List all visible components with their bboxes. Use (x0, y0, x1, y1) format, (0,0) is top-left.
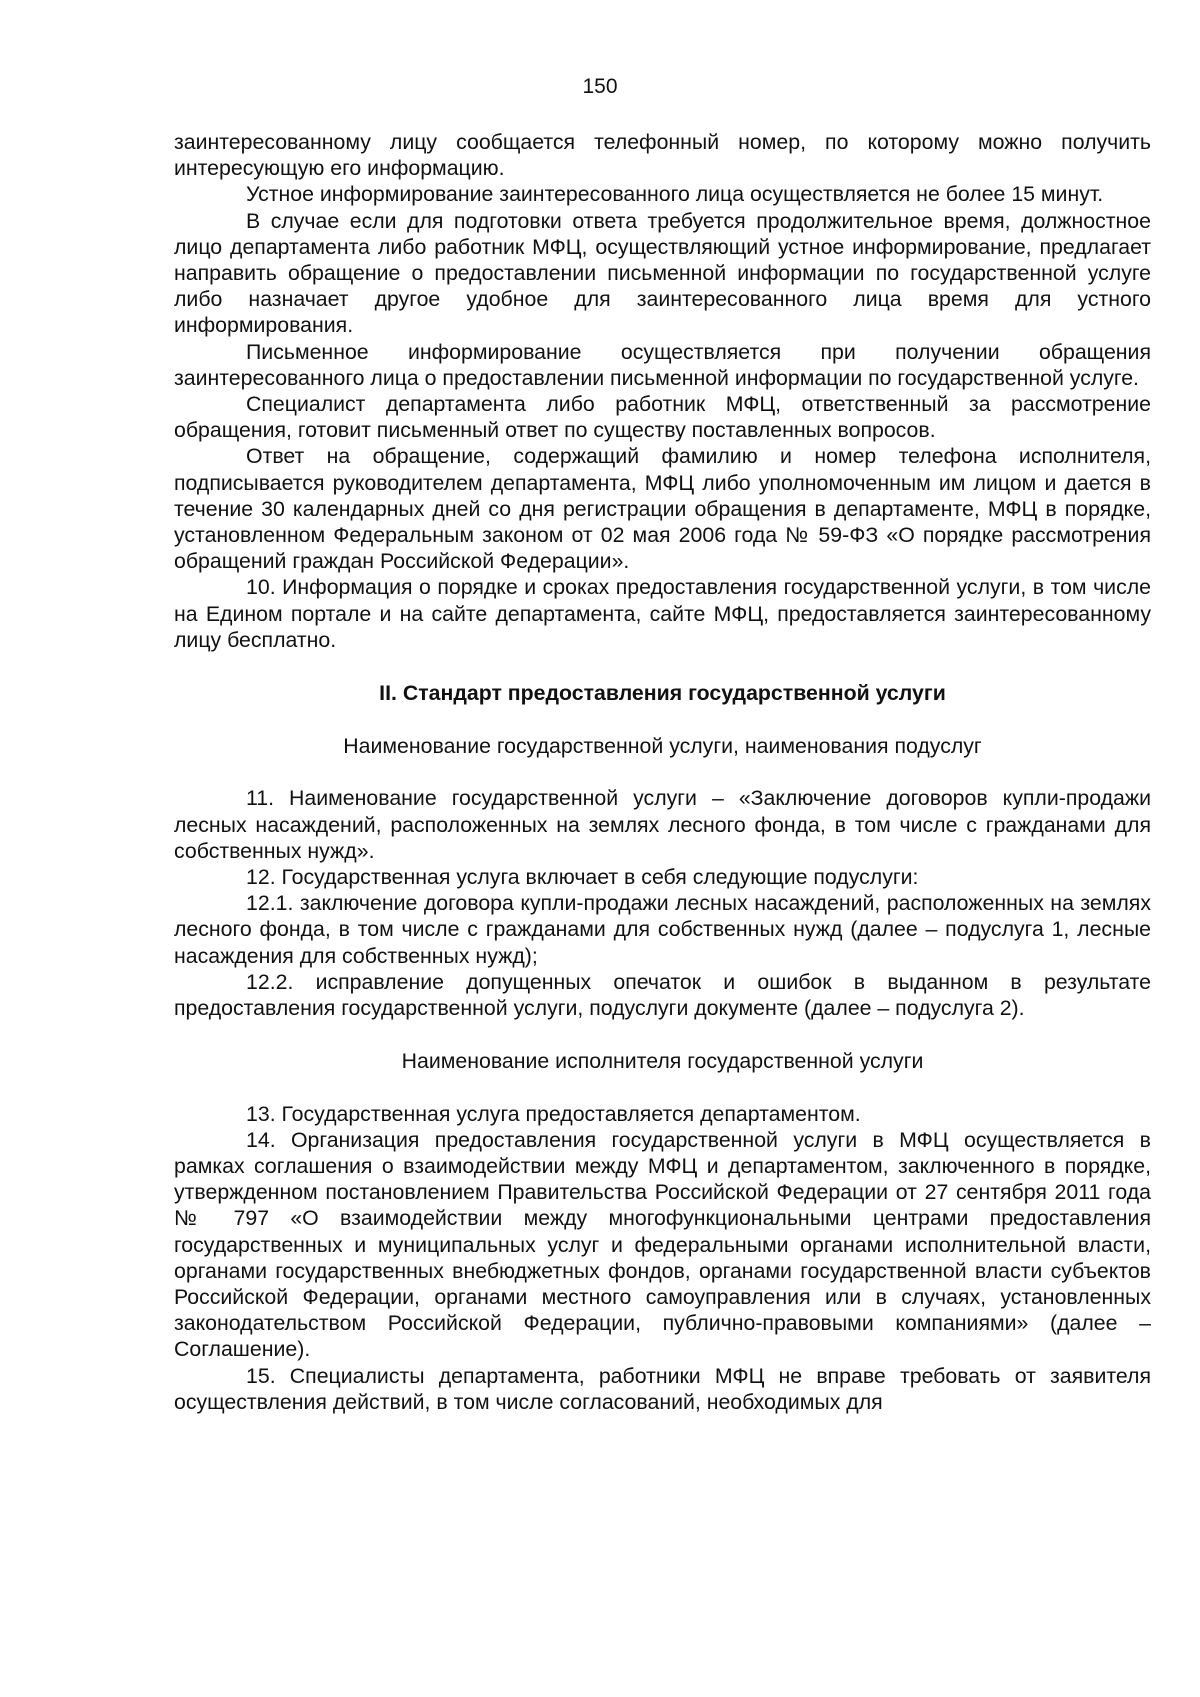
paragraph-item-14: 14. Организация предоставления государственной услуги в МФЦ осуществляется в рамках соглашения о взаимодействии между МФЦ и департаментом, заключенного в порядке, утвержденном постановлением Правительства Российской Федерации от 27 сентября 2011 года № 797 «О взаимодействии между многофункциональными центрами предоставления государственных и муниципальных услуг и федеральными органами исполнительной власти, органами государственных внебюджетных фондов, органами государственной власти субъектов Российской Федерации, органами местного самоуправления или в случаях, установленных законодательством Российской Федерации, публично-правовыми компаниями» (далее – Соглашение). (174, 1127, 1151, 1362)
subheading-service-name: Наименование государственной услуги, наименования подуслуг (343, 734, 982, 759)
page-number: 150 (582, 75, 618, 98)
document-body (174, 129, 1151, 1415)
paragraph-oral-info-duration: Устное информирование заинтересованного лица осуществляется не более 15 минут. (246, 182, 1104, 207)
paragraph-item-12-2: 12.2. исправление допущенных опечаток и ошибок в выданном в результате предоставления государственной услуги, подуслуги документе (далее – подуслуга 2). (174, 969, 1151, 1021)
paragraph-response-signing: Ответ на обращение, содержащий фамилию и номер телефона исполнителя, подписывается руководителем департамента, МФЦ либо уполномоченным им лицом и дается в течение 30 календарных дней со дня регистрации обращения в департаменте, МФЦ в порядке, установленном Федеральным законом от 02 мая 2006 года № 59-ФЗ «О порядке рассмотрения обращений граждан Российской Федерации». (174, 444, 1151, 574)
paragraph-long-preparation: В случае если для подготовки ответа требуется продолжительное время, должностное лицо департамента либо работник МФЦ, осуществляющий устное информирование, предлагает направить обращение о предоставлении письменной информации по государственной услуге либо назначает другое удобное для заинтересованного лица время для устного информирования. (174, 208, 1151, 338)
paragraph-item-12: 12. Государственная услуга включает в себя следующие подуслуги: (246, 865, 919, 890)
paragraph-written-info: Письменное информирование осуществляется при получении обращения заинтересованного лица о предоставлении письменной информации по государственной услуге. (174, 339, 1151, 390)
section-title: II. Стандарт предоставления государственной услуги (379, 681, 946, 706)
paragraph-item-15: 15. Специалисты департамента, работники МФЦ не вправе требовать от заявителя осуществления действий, в том числе согласований, необходимых для (174, 1363, 1151, 1414)
paragraph-item-11: 11. Наименование государственной услуги – «Заключение договоров купли-продажи лесных насаждений, расположенных на землях лесного фонда, в том числе с гражданами для собственных нужд». (174, 786, 1151, 863)
paragraph-specialist-response: Специалист департамента либо работник МФЦ, ответственный за рассмотрение обращения, готовит письменный ответ по существу поставленных вопросов. (174, 392, 1151, 443)
subheading-service-executor: Наименование исполнителя государственной услуги (401, 1049, 924, 1074)
paragraph-continuation: заинтересованному лицу сообщается телефонный номер, по которому можно получить интересующую его информацию. (174, 130, 1151, 181)
paragraph-item-10: 10. Информация о порядке и сроках предоставления государственной услуги, в том числе на Едином портале и на сайте департамента, сайте МФЦ, предоставляется заинтересованному лицу бесплатно. (174, 575, 1151, 652)
paragraph-item-12-1: 12.1. заключение договора купли-продажи лесных насаждений, расположенных на землях лесного фонда, в том числе с гражданами для собственных нужд (далее – подуслуга 1, лесные насаждения для собственных нужд); (174, 891, 1151, 968)
paragraph-item-13: 13. Государственная услуга предоставляется департаментом. (246, 1101, 861, 1126)
